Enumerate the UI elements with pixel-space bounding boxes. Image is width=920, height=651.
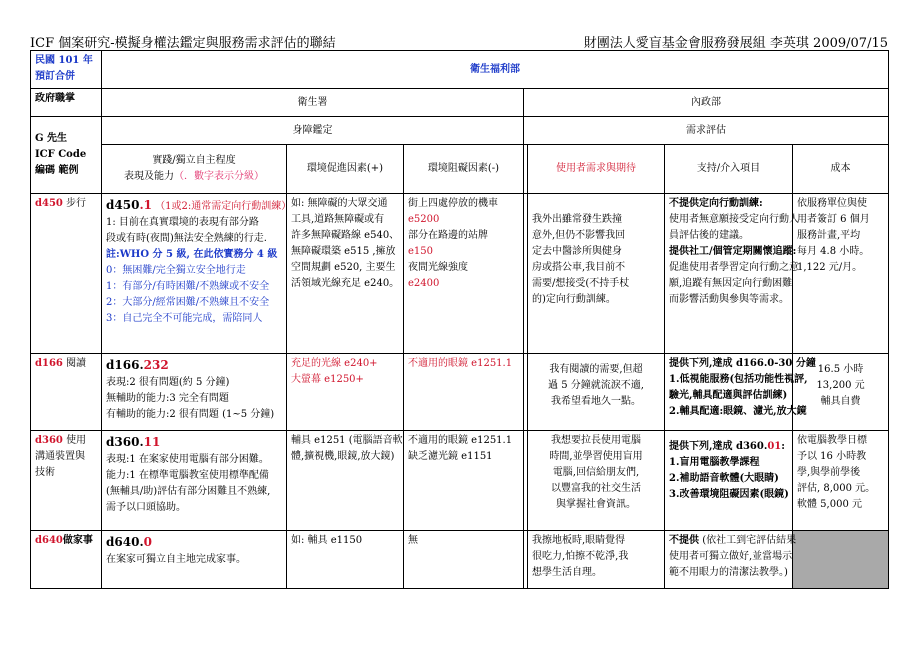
user-line: 定去中醫診所與健身 [532,246,622,257]
support-line: 不提供定向行動訓練: [669,198,763,209]
cost-line: 輔具自費 [820,396,861,407]
perf-note: （1或2:通常需定向行動訓練） [155,201,292,212]
fac-line: 如: 無障礙的大眾交通 [291,198,388,209]
code-cell [31,354,102,431]
bar-line: 無 [408,535,418,546]
perf-line: 註:WHO 分 5 級, 在此依實務分 4 級 [106,249,278,261]
support-line: 提供下列,達成 d360. [669,441,768,452]
performance-cell [102,531,287,589]
user-needs-cell [528,354,665,431]
support-line: 2.補助語音軟體(大眼睛) [669,473,779,484]
support-line: 2.輔具配適:眼鏡、濾光,放大鏡 [669,406,807,417]
icf-code: d640 [35,535,63,546]
icf-code: d360 [35,435,63,446]
support-cell [665,354,816,431]
support-line: 而影響活動與參與等需求。 [669,294,789,305]
user-line: 的)定向行動訓練。 [532,294,616,305]
perf-line: 0：無困難/完全獨立安全地行走 [106,265,246,277]
support-line: 促進使用者學習定向行動之意 [669,262,799,273]
perf-line: 2：大部分/經常困難/不熟練且不安全 [106,297,270,309]
cost-line: 16.5 小時 [817,364,864,375]
user-line: 與掌握社會資訊。 [556,499,636,510]
cost-line: 軟體 5,000 元 [797,499,862,510]
support-score: 01 [767,441,782,452]
perf-line: 能力:1 在標準電腦教室使用標準配備 [106,470,269,482]
user-line: 想學生活自理。 [532,567,602,578]
perf-line: 表現:1 在案家使用電腦有部分困難。 [106,454,269,466]
disability-assessment-cell: 身障鑑定 [102,117,524,145]
performance-cell [102,194,292,354]
document-title: ICF 個案研究-模擬身權法鑑定與服務需求評估的聯結 [30,36,336,51]
support-line: 使用者可獨立做好,並當場示 [669,551,793,562]
interior-dept-cell: 內政部 [524,89,889,117]
perf-code: d640. [106,535,144,549]
col-env-barrier: 環境阻礙因素(-) [404,145,524,194]
barrier-cell [404,431,524,531]
perf-score: 232 [143,358,169,372]
bar-line: 缺乏濾光鏡 e1151 [408,451,493,462]
code-cell [31,531,102,589]
col-env-facilitator: 環境促進因素(+) [287,145,404,194]
support-line: 3.改善環境阻礙因素(眼鏡) [669,489,789,500]
support-cell [665,194,799,354]
user-needs-cell [528,531,665,589]
header-row-assessment [31,117,889,145]
col-user-needs: 使用者需求與期待 [528,145,665,194]
barrier-cell [404,531,524,589]
fac-line: 空間規劃 e520, 主要生 [291,262,396,273]
bar-line: 不適用的眼鏡 e1251.1 [408,435,513,446]
perf-line: 1: 目前在真實環境的表現有部分路 [106,217,259,229]
cost-line: 13,200 元 [816,380,865,391]
bar-line: 街上四處停放的機車 [408,198,498,209]
icf-name: 溝通裝置與 [35,451,85,462]
support-line: 範不用眼力的清潔法教學。) [669,567,788,578]
support-line: (依社工到宅評估結果 [702,535,797,546]
bar-line: 不適用的眼鏡 e1251.1 [408,358,513,369]
perf-line: 無輔助的能力:3 完全有問題 [106,393,229,405]
fac-line: 無障礙環築 e515 ,擁放 [291,246,396,257]
icf-name: 閱讀 [66,358,87,369]
cost-cell-empty [793,531,889,589]
bar-line: e2400 [408,278,440,289]
cost-cell [793,431,889,531]
needs-assessment-cell: 需求評估 [524,117,889,145]
merge-note-cell [31,51,102,89]
code-example-label: 編碼 範例 [35,165,79,176]
perf-score: .1 [139,198,152,212]
support-line: 使用者無意願接受定向行動人 [669,214,799,225]
icf-name: 使用 [66,435,87,446]
col-performance-title: 實踐/獨立自主程度 [152,155,236,166]
user-line: 我希望看地久一點。 [551,396,641,407]
support-line: 願,追蹤有無因定向行動困難 [669,278,793,289]
performance-cell [102,354,287,431]
ministry-cell: 衛生福利部 [102,51,889,89]
barrier-cell [404,354,524,431]
user-needs-cell [528,431,665,531]
col-cost: 成本 [793,145,889,194]
perf-line: 需予以口頭協助。 [106,502,186,514]
perf-line: 有輔助的能力:2 很有問題 (1~5 分鐘) [106,409,275,421]
fac-line: 如: 輔具 e1150 [291,535,363,546]
code-cell [31,431,102,531]
col-performance-sub: 表現及能力 [124,171,174,182]
perf-line: (無輔具/助)評估有部分困難且不熟練, [106,486,271,498]
support-line: 員評估後的建議。 [669,230,749,241]
cost-line: 依服務單位與使 [797,198,867,209]
perf-code: d450 [106,198,140,212]
icf-name: 做家事 [62,535,93,546]
icf-code: d450 [35,198,63,209]
icf-table [30,50,889,589]
facilitator-cell [287,354,404,431]
fac-line: 輔具 e1251 (電腦語音軟 [291,435,403,446]
performance-cell [102,431,287,531]
user-line: 電腦,回信給朋友們, [552,467,640,478]
cost-line: 1,122 元/月。 [797,262,863,273]
document-author: 財團法人愛盲基金會服務發展組 李英琪 2009/07/15 [583,36,888,51]
perf-line: 段或有時(夜間)無法安全熟練的行走. [106,233,267,245]
user-line: 我想要拉長使用電腦 [551,435,641,446]
icf-code: d166 [35,358,63,369]
cost-line: 用者簽訂 6 個月 [797,214,870,225]
case-label-cell [31,117,102,194]
barrier-cell [404,194,524,354]
cost-line: 予以 16 小時教 [797,451,867,462]
user-line: 以豐富我的社交生活 [551,483,641,494]
user-line: 我外出雖常發生跌撞 [532,214,622,225]
perf-code: d166. [106,358,144,372]
support-line: 提供社工/個管定期關懷追蹤: [669,246,797,257]
perf-line: 表現:2 很有問題(約 5 分鐘) [106,377,230,389]
table-row [31,531,889,589]
user-line: 房或搭公車,我目前不 [532,262,626,273]
support-line: 提供下列,達成 d166.0-30 分鐘 [669,358,816,369]
fac-line: 許多無障礙路線 e540、 [291,230,400,241]
header-row-gov [31,89,889,117]
perf-score: 0 [143,535,152,549]
support-cell [665,531,797,589]
perf-code: d360. [106,435,144,449]
support-line: 1.低視能服務(包括功能性視評, [669,374,808,385]
health-dept-cell: 衛生署 [102,89,524,117]
bar-line: e5200 [408,214,440,225]
facilitator-cell [287,194,404,354]
table-row [31,431,889,531]
cost-line: 服務計畫,平均 [797,230,861,241]
fac-line: 充足的光線 e240+ [291,358,378,369]
perf-line: 在案家可獨立自主地完成家事。 [106,554,246,566]
bar-line: e150 [408,246,434,257]
support-line: 不提供 [669,535,699,546]
user-line: 過 5 分鐘就流淚不適, [548,380,644,391]
col-performance [102,145,287,194]
user-line: 很吃力,怕擦不乾淨,我 [532,551,629,562]
header-row-columns [31,145,889,194]
icf-name: 步行 [66,198,87,209]
user-line: 我擦地板時,眼睛覺得 [532,535,626,546]
perf-line: 3：自己完全不可能完成，需陪同人 [106,313,263,325]
table-row [31,194,889,354]
support-line: 驗光,輔具配適與評估訓練) [669,390,788,401]
perf-score: 11 [143,435,161,449]
user-line: 意外,但仍不影響我回 [532,230,626,241]
user-needs-cell [528,194,665,354]
icf-code-label: ICF Code [35,149,87,160]
facilitator-cell [287,431,404,531]
support-cell: 提供下列,達成 d360.01: 1.盲用電腦教學課程 2.補助語音軟體(大眼睛) 3.改善環境阻礙因素(眼鏡) [665,431,793,531]
code-cell [31,194,102,354]
bar-line: 部分在路邊的站牌 [408,230,488,241]
fac-line: 活領域光線充足 e240。 [291,278,400,289]
perf-line: 1：有部分/有時困難/不熟練或不安全 [106,281,270,293]
bar-line: 夜間光線強度 [408,262,468,273]
user-line: 我有閱讀的需要,但超 [549,364,643,375]
header-row-ministry [31,51,889,89]
icf-name: 技術 [35,467,55,478]
support-line: 1.盲用電腦教學課程 [669,457,760,468]
facilitator-cell [287,531,404,589]
case-name: G 先生 [35,133,68,144]
fac-line: 體,擴視機,眼鏡,放大鏡) [291,451,395,462]
cost-line: 評估, 8,000 元。 [797,483,876,494]
cost-cell [793,194,889,354]
cost-line: 每月 4.8 小時。 [797,246,870,257]
col-support: 支持/介入項目 [665,145,793,194]
fac-line: 工具,道路無障礙或有 [291,214,385,225]
user-line: 需要/想接受(不持手杖 [532,278,630,289]
user-line: 時間,並學習使用盲用 [549,451,643,462]
cost-line: 學,與學前學後 [797,467,861,478]
fac-line: 大螢幕 e1250+ [291,374,364,385]
cost-line: 依電腦教學日標 [797,435,867,446]
page-header [30,32,888,50]
merge-plan: 預訂合併 [35,71,75,82]
gov-duty-label: 政府職掌 [31,89,102,117]
merge-year: 民國 101 年 [35,55,93,66]
col-performance-note: （．數字表示分級） [174,171,264,182]
table-row [31,354,889,431]
